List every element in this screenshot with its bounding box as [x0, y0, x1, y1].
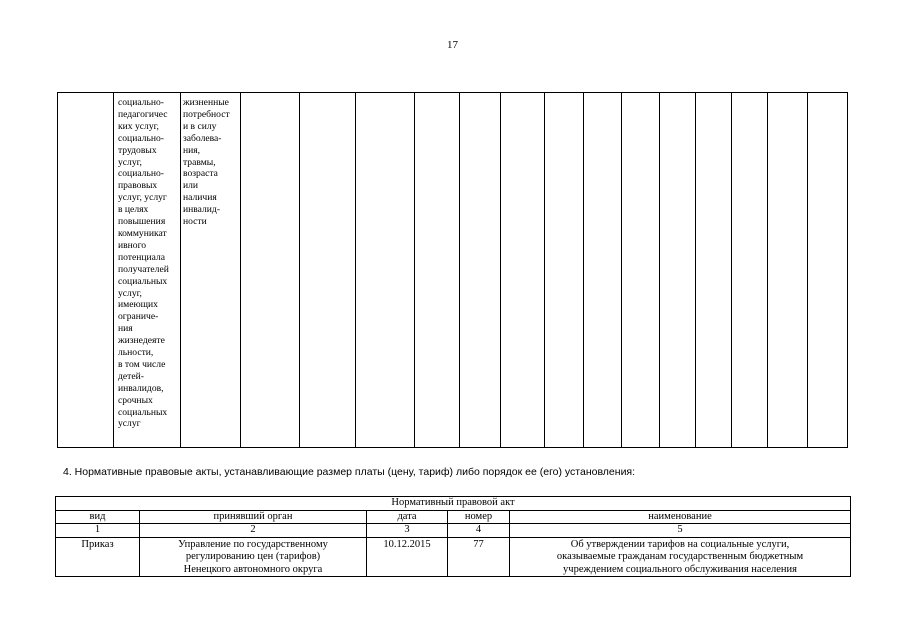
cell-line: жизненные — [183, 97, 229, 108]
column-divider — [807, 93, 808, 447]
cell-line: правовых — [118, 180, 158, 192]
cell-line: потребност — [183, 108, 230, 120]
service-condition-cell — [183, 97, 239, 228]
table-header: Нормативный правовой акт — [56, 497, 851, 511]
cell-line: ких услуг, — [118, 120, 159, 132]
cell-line: или — [183, 180, 199, 192]
cell-line: потенциала — [118, 251, 166, 263]
cell-line: возраста — [183, 168, 218, 180]
cell-line: ограниче- — [118, 311, 159, 323]
cell-line: срочных — [118, 394, 153, 406]
column-number: 2 — [140, 524, 367, 538]
cell-line: травмы, — [183, 156, 216, 168]
cell-line: имеющих — [118, 299, 158, 311]
column-number: 3 — [367, 524, 448, 538]
cell-line: детей- — [118, 370, 144, 382]
column-divider — [299, 93, 300, 447]
cell-line: ния, — [183, 144, 201, 156]
cell-line: в целях — [118, 204, 149, 216]
cell-line: получателей — [118, 263, 169, 275]
legal-acts-table — [55, 496, 851, 577]
column-header: вид — [56, 510, 140, 524]
cell-line: жизнедеяте — [118, 335, 165, 347]
column-names-row — [56, 510, 851, 524]
service-content-cell — [118, 97, 176, 430]
cell-line: ности — [183, 216, 207, 228]
column-divider — [767, 93, 768, 447]
act-date: 10.12.2015 — [367, 537, 448, 577]
column-header: наименование — [510, 510, 851, 524]
column-divider — [355, 93, 356, 447]
act-type: Приказ — [56, 537, 140, 577]
column-header: дата — [367, 510, 448, 524]
column-divider — [659, 93, 660, 447]
cell-line: повышения — [118, 216, 166, 228]
column-divider — [180, 93, 181, 447]
cell-line: в том числе — [118, 358, 166, 370]
column-divider — [583, 93, 584, 447]
table-row — [56, 537, 851, 577]
cell-line: инвалидов, — [118, 382, 164, 394]
cell-line: ивного — [118, 239, 147, 251]
act-title: Об утверждении тарифов на социальные услуги, оказываемые гражданам государственным бюджетным учреждением социального обслуживания населения — [510, 537, 851, 577]
column-divider — [695, 93, 696, 447]
column-divider — [414, 93, 415, 447]
cell-line: социально- — [118, 168, 164, 180]
cell-line: льности, — [118, 347, 154, 359]
column-number: 5 — [510, 524, 851, 538]
section-title: 4. Нормативные правовые акты, устанавливающие размер платы (цену, тариф) либо порядок ее (его) установления: — [63, 466, 636, 478]
cell-line: социальных — [118, 406, 168, 418]
column-divider — [113, 93, 114, 447]
act-number: 77 — [448, 537, 510, 577]
column-divider — [240, 93, 241, 447]
column-divider — [459, 93, 460, 447]
cell-line: социально- — [118, 97, 164, 108]
column-divider — [621, 93, 622, 447]
column-divider — [731, 93, 732, 447]
column-number: 1 — [56, 524, 140, 538]
cell-line: трудовых — [118, 144, 157, 156]
cell-line: услуг — [118, 418, 141, 430]
act-authority: Управление по государственному регулированию цен (тарифов) Ненецкого автономного округа — [140, 537, 367, 577]
cell-line: услуг, услуг — [118, 192, 167, 204]
cell-line: ния — [118, 323, 133, 335]
column-header: принявший орган — [140, 510, 367, 524]
cell-line: заболева- — [183, 132, 222, 144]
cell-line: социально- — [118, 132, 164, 144]
column-header: номер — [448, 510, 510, 524]
cell-line: услуг, — [118, 156, 142, 168]
cell-line: социальных — [118, 275, 168, 287]
cell-line: педагогичес — [118, 108, 168, 120]
cell-line: услуг, — [118, 287, 142, 299]
column-divider — [544, 93, 545, 447]
cell-line: инвалид- — [183, 204, 221, 216]
column-divider — [500, 93, 501, 447]
cell-line: и в силу — [183, 120, 217, 132]
cell-line: коммуникат — [118, 227, 167, 239]
column-number: 4 — [448, 524, 510, 538]
cell-line: наличия — [183, 192, 217, 204]
header-row — [56, 497, 851, 511]
column-numbers-row — [56, 524, 851, 538]
page-number: 17 — [447, 39, 458, 51]
